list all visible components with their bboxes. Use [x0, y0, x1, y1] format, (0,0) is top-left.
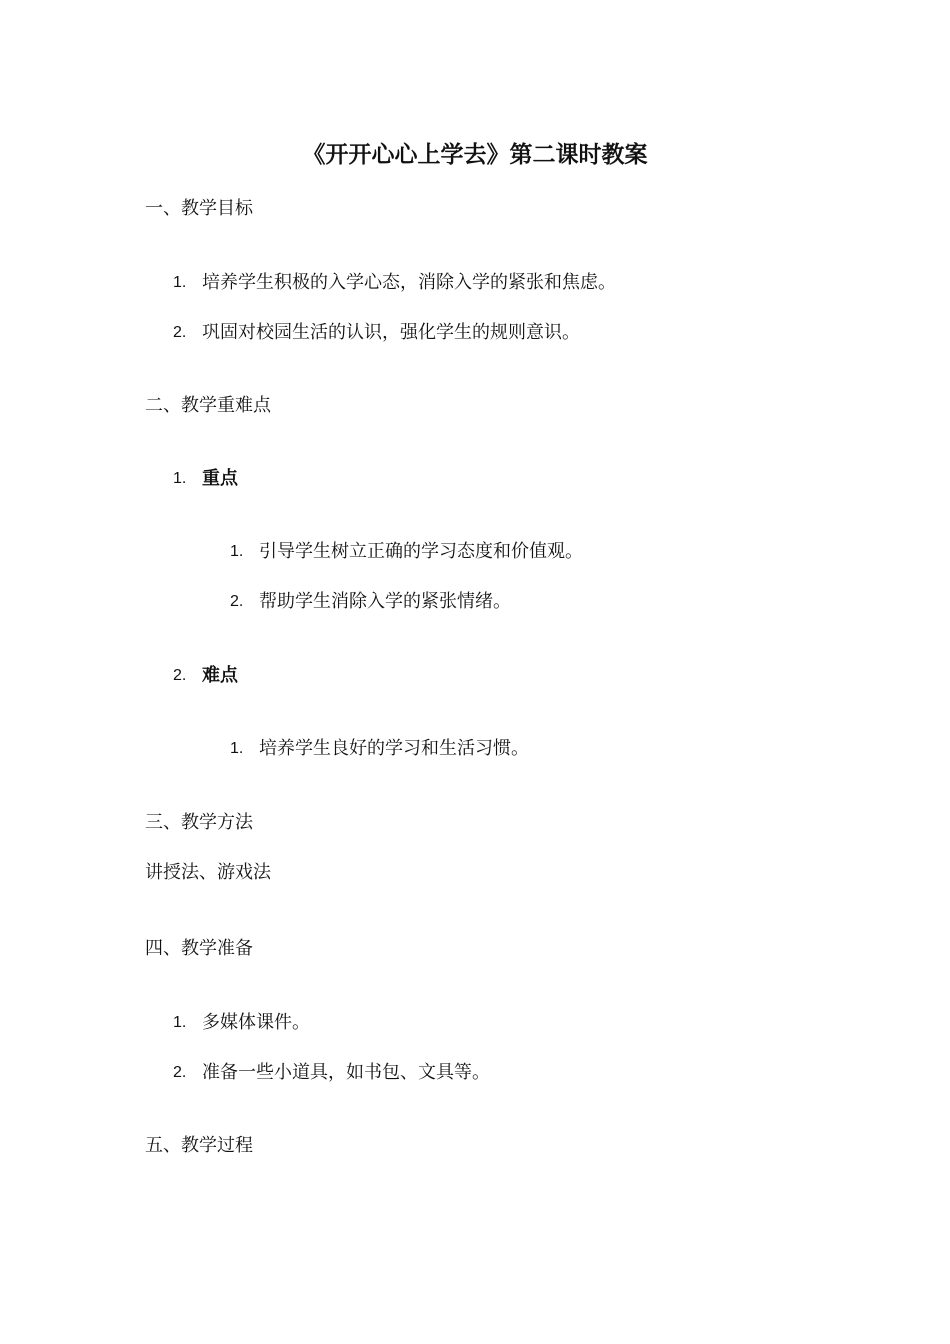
list-item-number: 1. [230, 543, 244, 560]
list-item-number: 2. [173, 324, 187, 341]
list-item-text: 培养学生良好的学习和生活习惯。 [259, 738, 529, 758]
section-heading-objectives: 一、教学目标 [145, 198, 253, 218]
list-item-text: 多媒体课件。 [202, 1012, 310, 1032]
section-heading-process: 五、教学过程 [145, 1135, 253, 1155]
section-heading-preparation: 四、教学准备 [145, 938, 253, 958]
list-item-number: 2. [230, 593, 244, 610]
list-item-text: 帮助学生消除入学的紧张情绪。 [259, 591, 511, 611]
section-heading-methods: 三、教学方法 [145, 812, 253, 832]
list-item-number: 1. [173, 274, 187, 291]
list-item-text: 巩固对校园生活的认识，强化学生的规则意识。 [202, 322, 580, 342]
list-item-number: 2. [173, 1064, 187, 1081]
list-item-number: 2. [173, 667, 187, 684]
list-item-text: 引导学生树立正确的学习态度和价值观。 [259, 541, 583, 561]
list-item-number: 1. [173, 470, 187, 487]
list-item-text: 准备一些小道具，如书包、文具等。 [202, 1062, 490, 1082]
subheading-key: 重点 [202, 468, 238, 488]
document-title: 《开开心心上学去》第二课时教案 [302, 141, 648, 167]
section-heading-key-points: 二、教学重难点 [145, 395, 271, 415]
list-item-text: 培养学生积极的入学心态，消除入学的紧张和焦虑。 [202, 272, 616, 292]
subheading-difficult: 难点 [202, 665, 238, 685]
list-item-number: 1. [173, 1014, 187, 1031]
list-item-number: 1. [230, 740, 244, 757]
methods-text: 讲授法、游戏法 [145, 862, 271, 882]
